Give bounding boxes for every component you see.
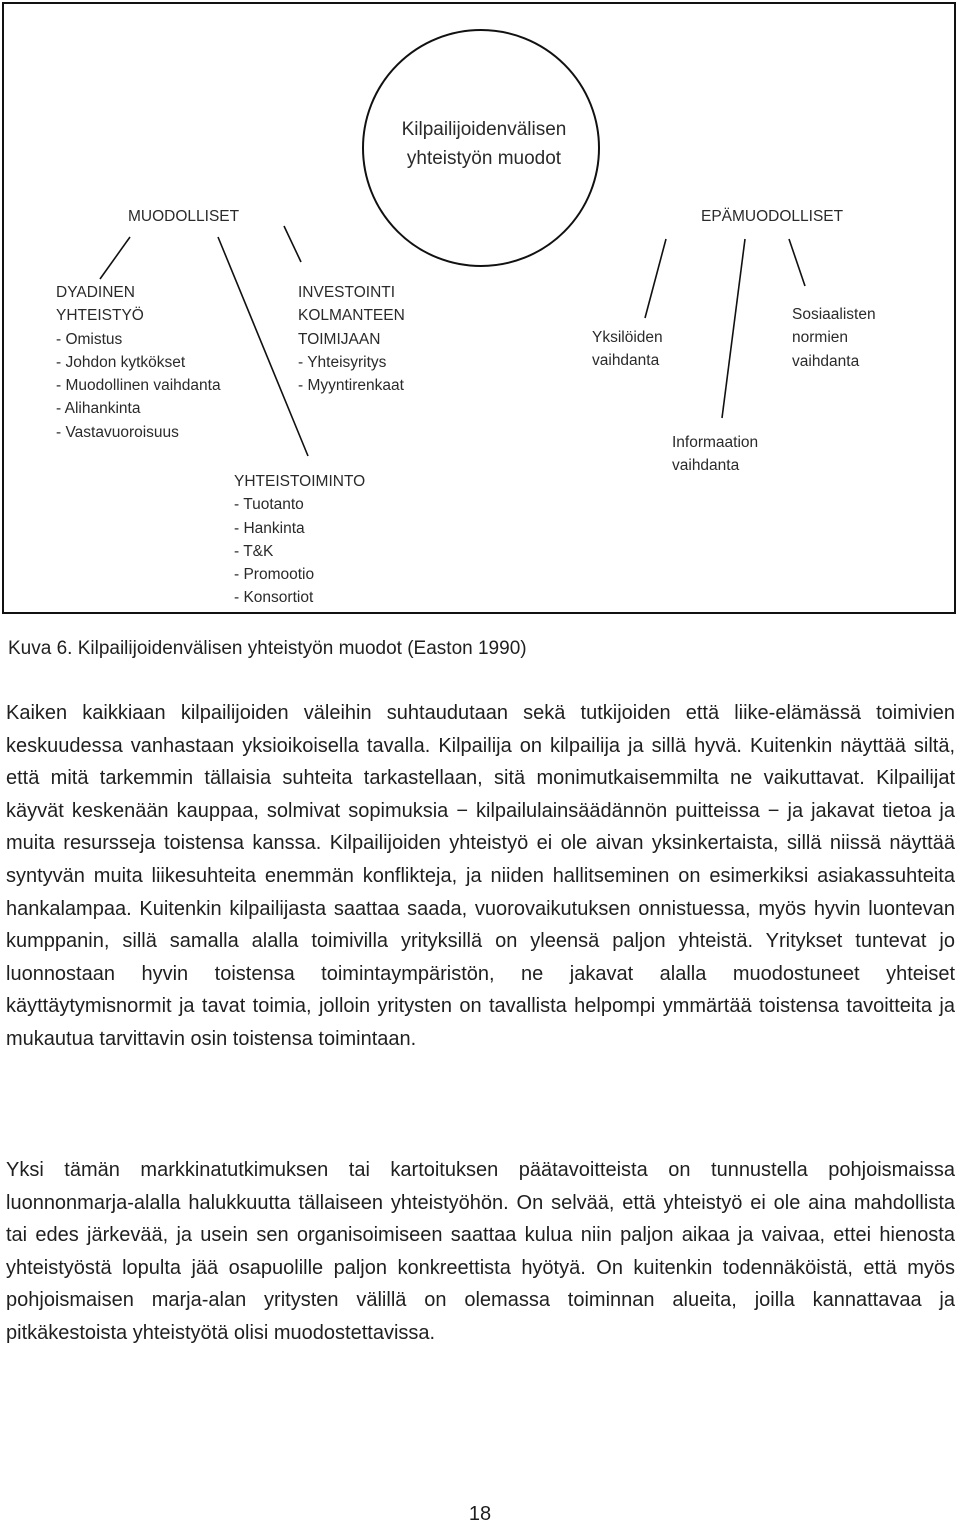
cooperation-line: - Konsortiot <box>234 589 314 607</box>
individuals-line: Yksilöiden <box>592 329 663 346</box>
dyadic-line: DYADINEN <box>56 284 135 301</box>
information-line: vaihdanta <box>672 457 740 475</box>
third-party-box <box>298 281 405 397</box>
individuals-line: vaihdanta <box>592 352 660 370</box>
diagram-center-title: Kilpailijoidenvälisen yhteistyön muodot <box>401 119 567 169</box>
page-number: 18 <box>468 1503 492 1525</box>
connector-social <box>789 239 805 286</box>
information-line: Informaation <box>672 434 759 451</box>
social-line: Sosiaalisten <box>792 306 876 323</box>
connector-individuals <box>645 239 666 318</box>
cooperation-line: - Hankinta <box>234 519 305 537</box>
third-party-line: TOIMIJAAN <box>298 330 381 348</box>
informal-label: EPÄMUODOLLISET <box>701 208 844 225</box>
third-party-line: - Yhteisyritys <box>298 353 387 371</box>
dyadic-line: - Johdon kytkökset <box>56 353 186 371</box>
connector-dyadic <box>100 237 130 279</box>
dyadic-line: - Vastavuoroisuus <box>56 423 179 441</box>
social-line: vaihdanta <box>792 352 860 370</box>
figure-caption: Kuva 6. Kilpailijoidenvälisen yhteistyön muodot (Easton 1990) <box>8 638 527 659</box>
third-party-line: KOLMANTEEN <box>298 307 405 325</box>
cooperation-line: - T&K <box>234 542 274 560</box>
social-line: normien <box>792 329 848 347</box>
body-paragraph: Kaiken kaikkiaan kilpailijoiden väleihin suhtaudutaan sekä tutkijoiden että liike-elämässä toimivien keskuudessa vanhastaan yksioikoisella tavalla. Kilpailija on kilpailija ja sillä hyvä. Kuitenkin näyttää siltä, että mitä tarkemmin tällaisia suhteita tarkastellaan, sitä monimutkaisemmilta ne vaikuttavat. Kilpailijat käyvät keskenään kauppaa, solmivat sopimuksia − kilpailulainsäädännön puitteissa − ja jakavat tietoa ja muita resursseja toistensa kanssa. Kilpailijoiden yhteistyö ei ole aivan yksinkertaista, sillä niissä näyttää syntyvän muita liikesuhteita enemmän konflikteja, ja niiden hallitseminen on esimerkiksi asiakassuhteita hankalampaa. Kuitenkin kilpailijasta saattaa saada, vuorovaikutuksen onnistuessa, myös hyvin luontevan kumppanin, sillä samalla alalla toimivilla yrityksillä on yleensä paljon yhteistä. Yritykset tuntevat jo luonnostaan hyvin toistensa toimintaympäristön, ne jakavat alalla muodostuneet yhteiset käyttäytymisnormit ja tavat toimia, jolloin yritysten on tavallista helpompi ymmärtää toistensa tavoitteita ja mukautua tarvittavin osin toistensa toimintaan. <box>6 702 955 1050</box>
third-party-line: - Myyntirenkaat <box>298 377 404 395</box>
body-paragraph: Yksi tämän markkinatutkimuksen tai kartoituksen päätavoitteista on tunnustella pohjoismaissa luonnonmarja-alalla halukkuutta tällaiseen yhteistyöhön. On selvää, että yhteistyö ei ole aina mahdollista tai edes järkevää, ja usein sen organisoimiseen saattaa kulua niin paljon aikaa ja vaivaa, ettei hienosta yhteistyöstä lopulta jää osapuolille paljon konkreettista hyötyä. On kuitenkin todennäköistä, että myös pohjoismaisen marja-alan yritysten välillä on olemassa toiminnan alueita, joilla kannattavaa ja pitkäkestoista yhteistyötä olisi muodostettavissa. <box>6 1159 955 1344</box>
dyadic-line: - Muodollinen vaihdanta <box>56 377 221 395</box>
connector-cooperation <box>218 237 308 456</box>
dyadic-line: - Alihankinta <box>56 400 141 418</box>
dyadic-line: - Omistus <box>56 330 123 348</box>
social-norms-box <box>792 303 876 373</box>
information-box <box>672 431 758 478</box>
third-party-line: INVESTOINTI <box>298 284 396 301</box>
cooperation-box <box>234 470 365 610</box>
formal-label: MUODOLLISET <box>128 208 240 225</box>
cooperation-line: YHTEISTOIMINTO <box>234 473 366 490</box>
connector-third-party <box>284 226 301 262</box>
diagram-figure <box>2 2 956 614</box>
cooperation-line: - Tuotanto <box>234 496 304 514</box>
individuals-box <box>592 326 663 373</box>
connector-information <box>722 239 745 418</box>
dyadic-box <box>56 281 221 444</box>
cooperation-line: - Promootio <box>234 566 315 584</box>
dyadic-line: YHTEISTYÖ <box>56 307 144 325</box>
